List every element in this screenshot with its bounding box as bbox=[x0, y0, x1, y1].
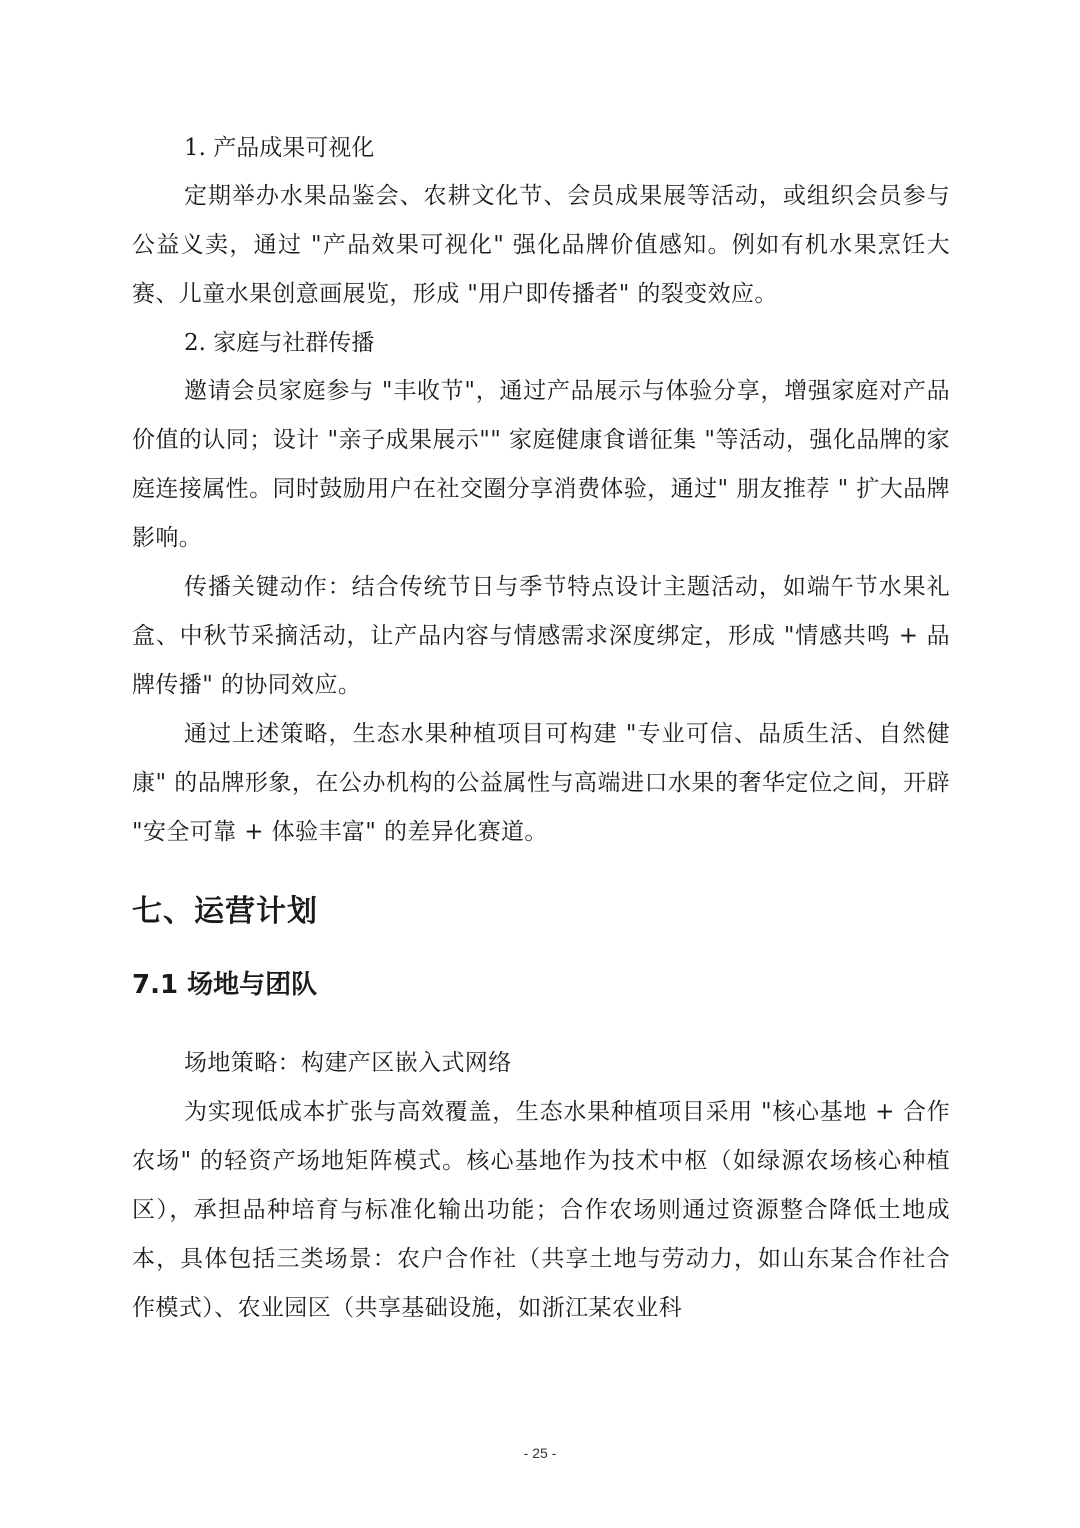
paragraph-key-actions: 传播关键动作：结合传统节日与季节特点设计主题活动，如端午节水果礼盒、中秋节采摘活动，让产品内容与情感需求深度绑定，形成 "情感共鸣 + 品牌传播" 的协同效应。 bbox=[132, 574, 950, 698]
item-heading-family-community: 2. 家庭与社群传播 bbox=[184, 330, 375, 356]
paragraph-family-community: 邀请会员家庭参与 "丰收节"，通过产品展示与体验分享，增强家庭对产品价值的认同；设计 "亲子成果展示"" 家庭健康食谱征集 "等活动，强化品牌的家庭连接属性。同时鼓励用户在社交圈分享消费体验，通过" 朋友推荐 " 扩大品牌影响。 bbox=[132, 378, 950, 551]
paragraph-site-detail: 为实现低成本扩张与高效覆盖，生态水果种植项目采用 "核心基地 + 合作农场" 的轻资产场地矩阵模式。核心基地作为技术中枢（如绿源农场核心种植区），承担品种培育与标准化输出功能；合作农场则通过资源整合降低土地成本，具体包括三类场景：农户合作社（共享土地与劳动力，如山东某合作社合作模式）、农业园区（共享基础设施，如浙江某农业科 bbox=[132, 1099, 950, 1321]
item-heading-product-visualization: 1. 产品成果可视化 bbox=[184, 135, 375, 161]
subsection-title-site-team: 7.1 场地与团队 bbox=[132, 970, 318, 1000]
spacer bbox=[132, 1007, 950, 1039]
spacer bbox=[132, 857, 950, 887]
page-number: - 25 - bbox=[523, 1445, 557, 1461]
paragraph-summary: 通过上述策略，生态水果种植项目可构建 "专业可信、品质生活、自然健康" 的品牌形象，在公办机构的公益属性与高端进口水果的奢华定位之间，开辟 "安全可靠 + 体验丰富" 的差异化赛道。 bbox=[132, 721, 950, 845]
paragraph-product-visualization: 定期举办水果品鉴会、农耕文化节、会员成果展等活动，或组织会员参与公益义卖，通过 "产品效果可视化" 强化品牌价值感知。例如有机水果烹饪大赛、儿童水果创意画展览，形成 "用户即传播者" 的裂变效应。 bbox=[132, 183, 950, 307]
paragraph-site-strategy: 场地策略：构建产区嵌入式网络 bbox=[184, 1050, 512, 1076]
spacer bbox=[132, 937, 950, 963]
page-content bbox=[132, 124, 950, 1333]
section-title-operations-plan: 七、运营计划 bbox=[132, 894, 318, 929]
